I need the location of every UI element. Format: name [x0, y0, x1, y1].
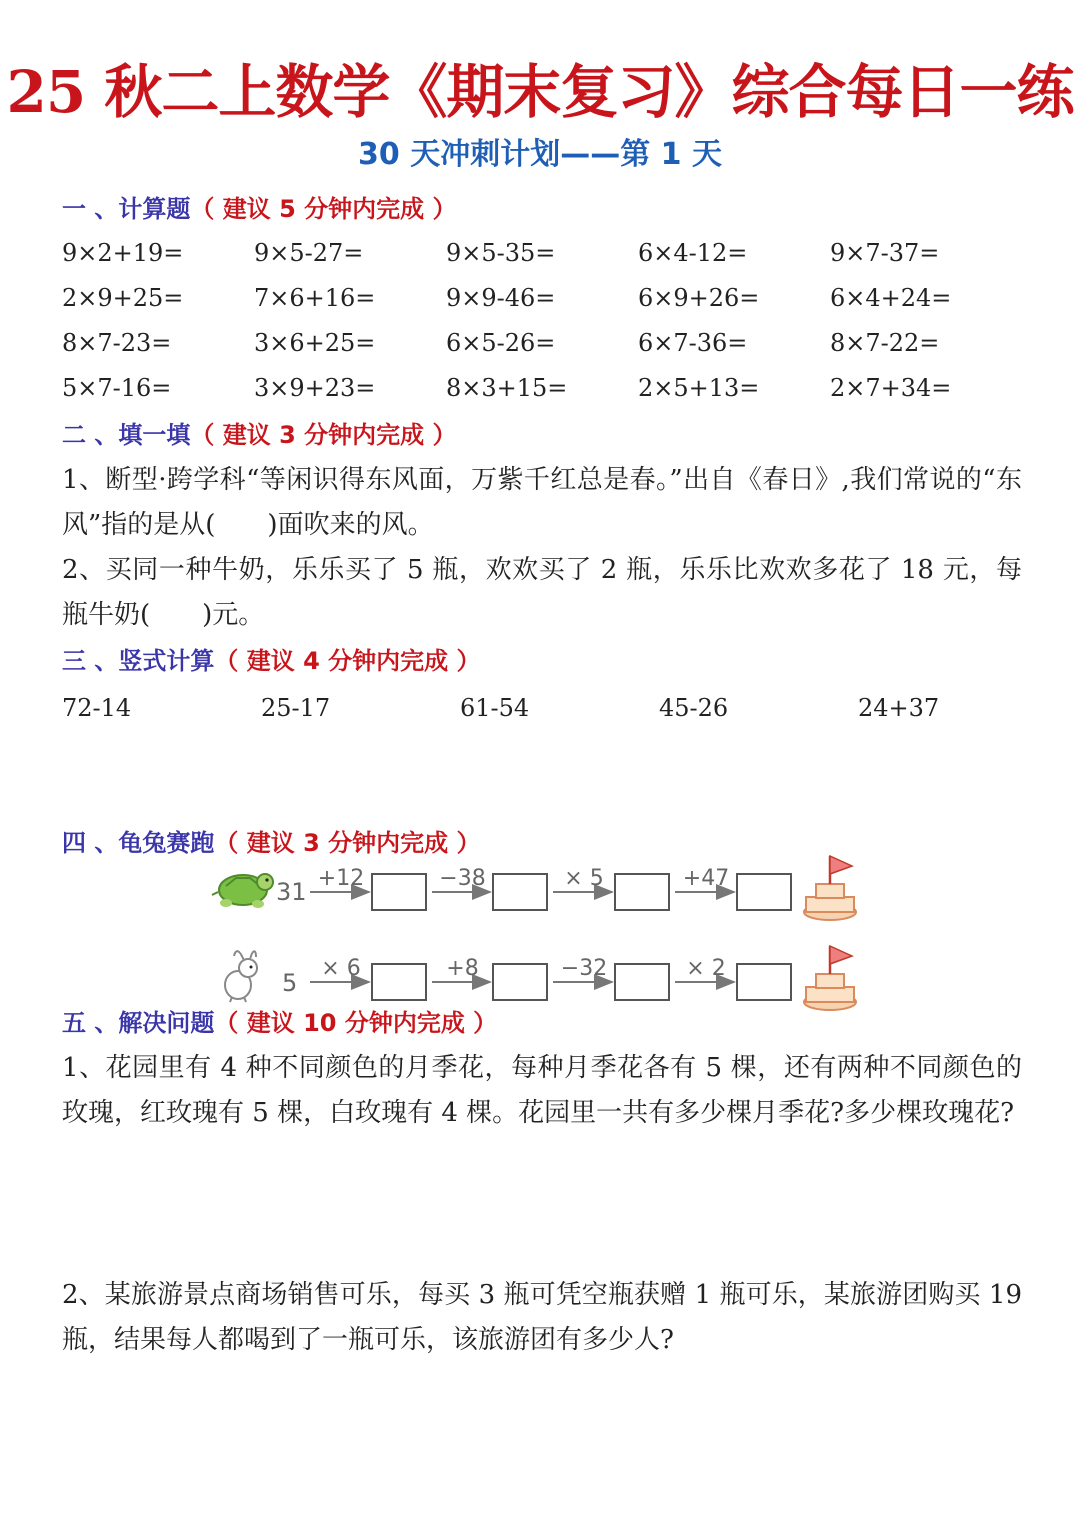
answer-box[interactable]: [615, 964, 669, 1000]
calc-item: 9×2+19=: [62, 239, 184, 267]
flag-icon: [804, 856, 856, 920]
calc-item: 3×6+25=: [254, 329, 376, 357]
answer-box[interactable]: [615, 874, 669, 910]
section-3-name: 三 、竖式计算: [62, 647, 215, 675]
rabbit-icon: [225, 951, 257, 1002]
section-2-hint: （ 建议 3 分钟内完成 ）: [190, 421, 457, 449]
section-4-hint: （ 建议 3 分钟内完成 ）: [214, 829, 481, 857]
calc-item: 6×7-36=: [638, 329, 748, 357]
calc-item: 8×7-23=: [62, 329, 172, 357]
rabbit-start-value: 5: [282, 969, 298, 997]
calc-item: 6×9+26=: [638, 284, 760, 312]
calc-item: 2×7+34=: [830, 374, 952, 402]
problem-question-1: 1、花园里有 4 种不同颜色的月季花，每种月季花各有 5 棵，还有两种不同颜色的玫瑰，红玫瑰有 5 棵，白玫瑰有 4 棵。花园里一共有多少棵月季花?多少棵玫瑰花?: [62, 1053, 1022, 1128]
operation-label: +8: [446, 956, 479, 981]
section-5-hint: （ 建议 10 分钟内完成 ）: [214, 1009, 498, 1037]
vertical-calc-item: 45-26: [659, 694, 729, 722]
section-4-name: 四 、龟兔赛跑: [62, 829, 215, 857]
section-2-name: 二 、填一填: [62, 421, 191, 449]
operation-label: × 5: [564, 866, 604, 891]
answer-box[interactable]: [372, 964, 426, 1000]
vertical-calc-item: 72-14: [62, 694, 132, 722]
problem-question-2: 2、某旅游景点商场销售可乐，每买 3 瓶可凭空瓶获赠 1 瓶可乐，某旅游团购买 19 瓶，结果每人都喝到了一瓶可乐，该旅游团有多少人?: [62, 1280, 1022, 1355]
answer-box[interactable]: [737, 964, 791, 1000]
section-5-name: 五 、解决问题: [62, 1009, 215, 1037]
section-2-heading: [62, 418, 456, 452]
vertical-calc-item: 61-54: [460, 694, 530, 722]
calc-item: 9×7-37=: [830, 239, 940, 267]
rabbit-chain: [310, 956, 791, 1000]
section-3-hint: （ 建议 4 分钟内完成 ）: [214, 647, 481, 675]
answer-box[interactable]: [372, 874, 426, 910]
calc-item: 2×5+13=: [638, 374, 760, 402]
vertical-calc-item: 24+37: [858, 694, 940, 722]
section-1-name: 一 、计算题: [62, 195, 191, 223]
turtle-chain: [310, 866, 791, 910]
operation-label: +12: [317, 866, 365, 891]
calc-item: 8×3+15=: [446, 374, 568, 402]
page-subtitle: 30 天冲刺计划——第 1 天: [358, 137, 722, 172]
answer-box[interactable]: [493, 964, 547, 1000]
calc-item: 3×9+23=: [254, 374, 376, 402]
fill-question-1: 1、断型·跨学科“等闲识得东风面，万紫千红总是春。”出自《春日》,我们常说的“东风”指的是从( )面吹来的风。: [62, 465, 1022, 540]
turtle-start-value: 31: [276, 878, 307, 906]
answer-box[interactable]: [493, 874, 547, 910]
calc-item: 9×5-27=: [254, 239, 364, 267]
operation-label: × 6: [321, 956, 361, 981]
operation-label: +47: [682, 866, 730, 891]
operation-label: −38: [439, 866, 486, 891]
turtle-icon: [212, 874, 273, 908]
section-1-hint: （ 建议 5 分钟内完成 ）: [190, 195, 457, 223]
section-4-heading: [62, 826, 480, 860]
page-title: 25 秋二上数学《期末复习》综合每日一练: [6, 58, 1074, 126]
calc-item: 6×4-12=: [638, 239, 748, 267]
calc-item: 5×7-16=: [62, 374, 172, 402]
vertical-calc-item: 25-17: [261, 694, 331, 722]
section-1-heading: [62, 192, 456, 226]
operation-label: × 2: [686, 956, 726, 981]
calc-item: 9×9-46=: [446, 284, 556, 312]
operation-label: −32: [560, 956, 608, 981]
calc-item: 7×6+16=: [254, 284, 376, 312]
section-3-heading: [62, 644, 480, 678]
fill-question-2: 2、买同一种牛奶，乐乐买了 5 瓶，欢欢买了 2 瓶，乐乐比欢欢多花了 18 元，每瓶牛奶( )元。: [62, 555, 1022, 630]
calc-item: 9×5-35=: [446, 239, 556, 267]
section-5-heading: [62, 1006, 497, 1040]
flag-icon: [804, 946, 856, 1010]
answer-box[interactable]: [737, 874, 791, 910]
calc-item: 6×5-26=: [446, 329, 556, 357]
calc-item: 2×9+25=: [62, 284, 184, 312]
calc-item: 8×7-22=: [830, 329, 940, 357]
calc-item: 6×4+24=: [830, 284, 952, 312]
